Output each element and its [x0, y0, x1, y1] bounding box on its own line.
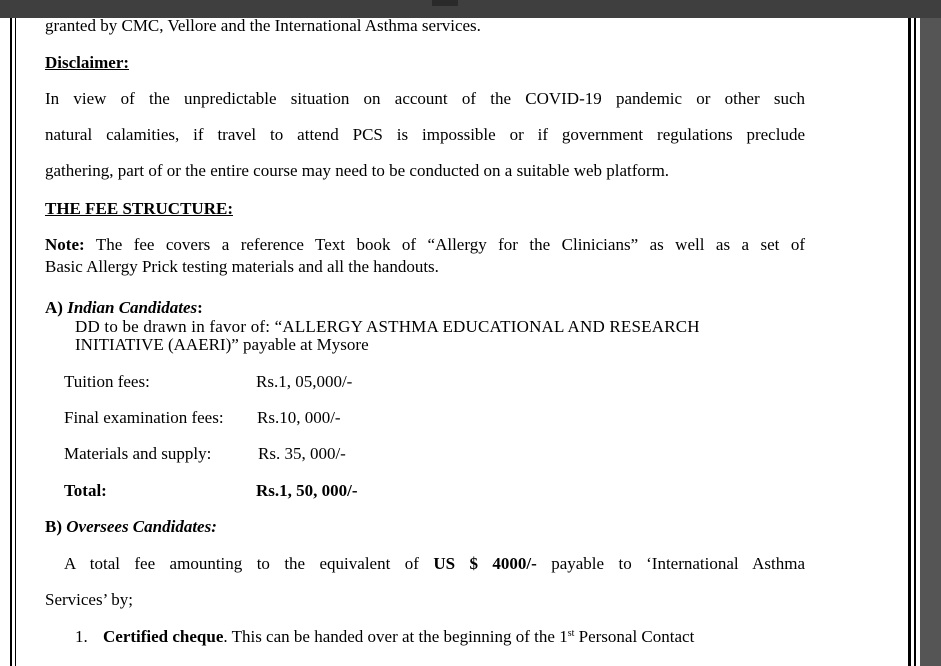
fee-row-label: Tuition fees:	[64, 372, 150, 391]
fee-total-label: Total:	[64, 481, 107, 500]
overseas-line-2: Services’ by;	[45, 590, 133, 609]
disclaimer-line-1: In view of the unpredictable situation on account of the COVID-19 pandemic or other such	[45, 89, 805, 108]
fee-row-label: Final examination fees:	[64, 408, 224, 427]
fee-structure-heading: THE FEE STRUCTURE:	[45, 199, 233, 218]
fee-row-amount: Rs. 35, 000/-	[258, 444, 346, 463]
page-border-right	[908, 18, 911, 666]
dd-line-2: INITIATIVE (AAERI)” payable at Mysore	[75, 335, 369, 354]
overseas-line-1	[64, 554, 805, 574]
certified-cheque-label: Certified cheque	[103, 627, 224, 646]
page-border-left-inner	[15, 18, 16, 666]
indian-colon: :	[197, 298, 203, 317]
fee-note-line-2: Basic Allergy Prick testing materials and all the handouts.	[45, 257, 439, 276]
ordinal-suffix: st	[567, 628, 575, 639]
overseas-title: Oversees Candidates:	[66, 517, 217, 536]
disclaimer-line-3: gathering, part of or the entire course may need to be conducted on a suitable web platform.	[45, 161, 670, 180]
viewer-toolbar	[0, 0, 941, 18]
overseas-amount: US $ 4000/-	[433, 554, 537, 573]
fee-note-text: The fee covers a reference Text book of “Allergy for the Clinicians” as well as a set of	[95, 235, 805, 254]
fee-note-label: Note:	[45, 235, 85, 254]
overseas-text-a: A total fee amounting to the equivalent of	[64, 554, 419, 573]
certified-cheque-tail: Personal Contact	[574, 627, 695, 646]
viewer-gutter	[920, 18, 941, 666]
indian-prefix: A)	[45, 298, 63, 317]
list-item-certified-cheque	[103, 627, 694, 647]
overseas-candidates-heading	[45, 517, 217, 537]
fee-row-amount: Rs.10, 000/-	[257, 408, 341, 427]
fee-row-amount: Rs.1, 05,000/-	[256, 372, 353, 391]
overseas-text-c: payable to ‘International Asthma	[551, 554, 805, 573]
list-item-number: 1.	[75, 627, 88, 646]
fee-total-amount: Rs.1, 50, 000/-	[256, 481, 358, 500]
toolbar-notch	[432, 0, 458, 6]
disclaimer-heading: Disclaimer:	[45, 53, 130, 72]
intro-tail-text: granted by CMC, Vellore and the International Asthma services.	[45, 18, 481, 35]
overseas-prefix: B)	[45, 517, 62, 536]
indian-title: Indian Candidates	[67, 298, 198, 317]
page-border-left	[10, 18, 12, 666]
indian-candidates-heading	[45, 298, 203, 318]
fee-note-line-1	[45, 235, 805, 255]
document-page	[0, 18, 920, 666]
disclaimer-line-2: natural calamities, if travel to attend PCS is impossible or if government regulations preclude	[45, 125, 805, 144]
page-border-right-outer	[914, 18, 916, 666]
certified-cheque-text: . This can be handed over at the beginning of the 1	[223, 627, 568, 646]
fee-row-label: Materials and supply:	[64, 444, 212, 463]
dd-line-1: DD to be drawn in favor of: “ALLERGY ASTHMA EDUCATIONAL AND RESEARCH	[75, 317, 700, 336]
